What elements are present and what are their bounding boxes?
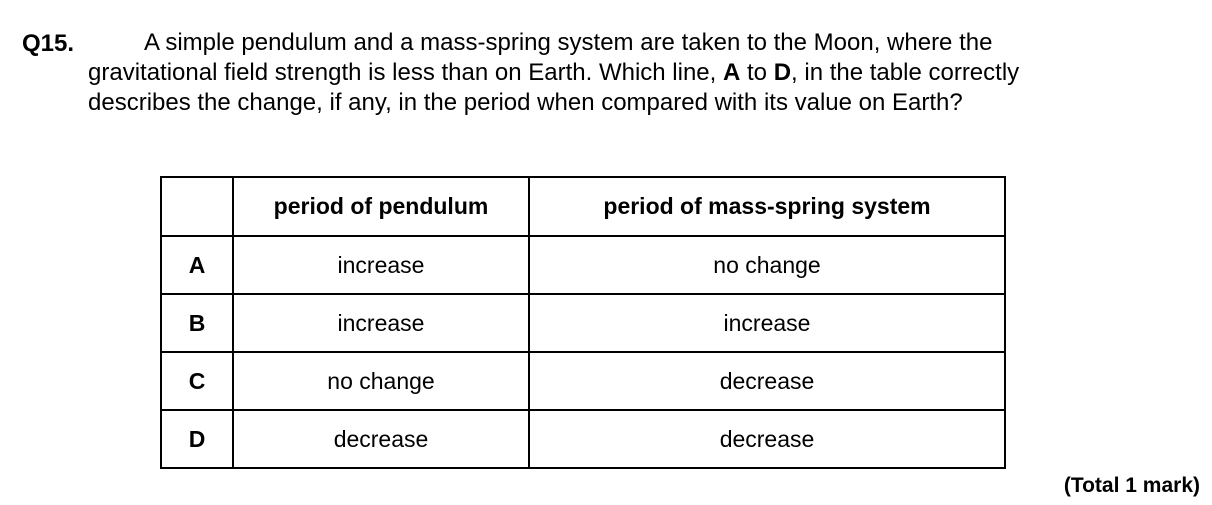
- row-letter: D: [161, 410, 233, 468]
- stem-line-3: describes the change, if any, in the period when compared with its value on Earth?: [88, 89, 963, 116]
- spring-cell: decrease: [529, 410, 1005, 468]
- question-number: Q15.: [22, 30, 75, 57]
- table-row: [161, 236, 1005, 294]
- spring-cell: increase: [529, 294, 1005, 352]
- pendulum-cell: decrease: [233, 410, 529, 468]
- spring-cell: no change: [529, 236, 1005, 294]
- pendulum-cell: increase: [233, 294, 529, 352]
- table-row: [161, 410, 1005, 468]
- spring-cell: decrease: [529, 352, 1005, 410]
- pendulum-cell: no change: [233, 352, 529, 410]
- stem-line-2-post: , in the table correctly: [791, 59, 1020, 86]
- table-header-row: [161, 177, 1005, 236]
- table-row: [161, 352, 1005, 410]
- options-table: [160, 176, 1006, 469]
- row-letter: C: [161, 352, 233, 410]
- header-pendulum: period of pendulum: [233, 177, 529, 236]
- pendulum-cell: increase: [233, 236, 529, 294]
- option-range-last: D: [773, 59, 792, 86]
- row-letter: B: [161, 294, 233, 352]
- option-range-first: A: [723, 59, 741, 86]
- stem-line-1: A simple pendulum and a mass-spring system are taken to the Moon, where the: [144, 29, 993, 56]
- table-row: [161, 294, 1005, 352]
- header-letter-cell: [161, 177, 233, 236]
- stem-line-2-pre: gravitational field strength is less than on Earth. Which line,: [88, 59, 723, 86]
- header-mass-spring: period of mass-spring system: [529, 177, 1005, 236]
- stem-line-2: [88, 59, 1019, 86]
- row-letter: A: [161, 236, 233, 294]
- total-mark: (Total 1 mark): [1063, 474, 1200, 497]
- question-stem: [88, 28, 1088, 118]
- stem-to: to: [740, 59, 774, 86]
